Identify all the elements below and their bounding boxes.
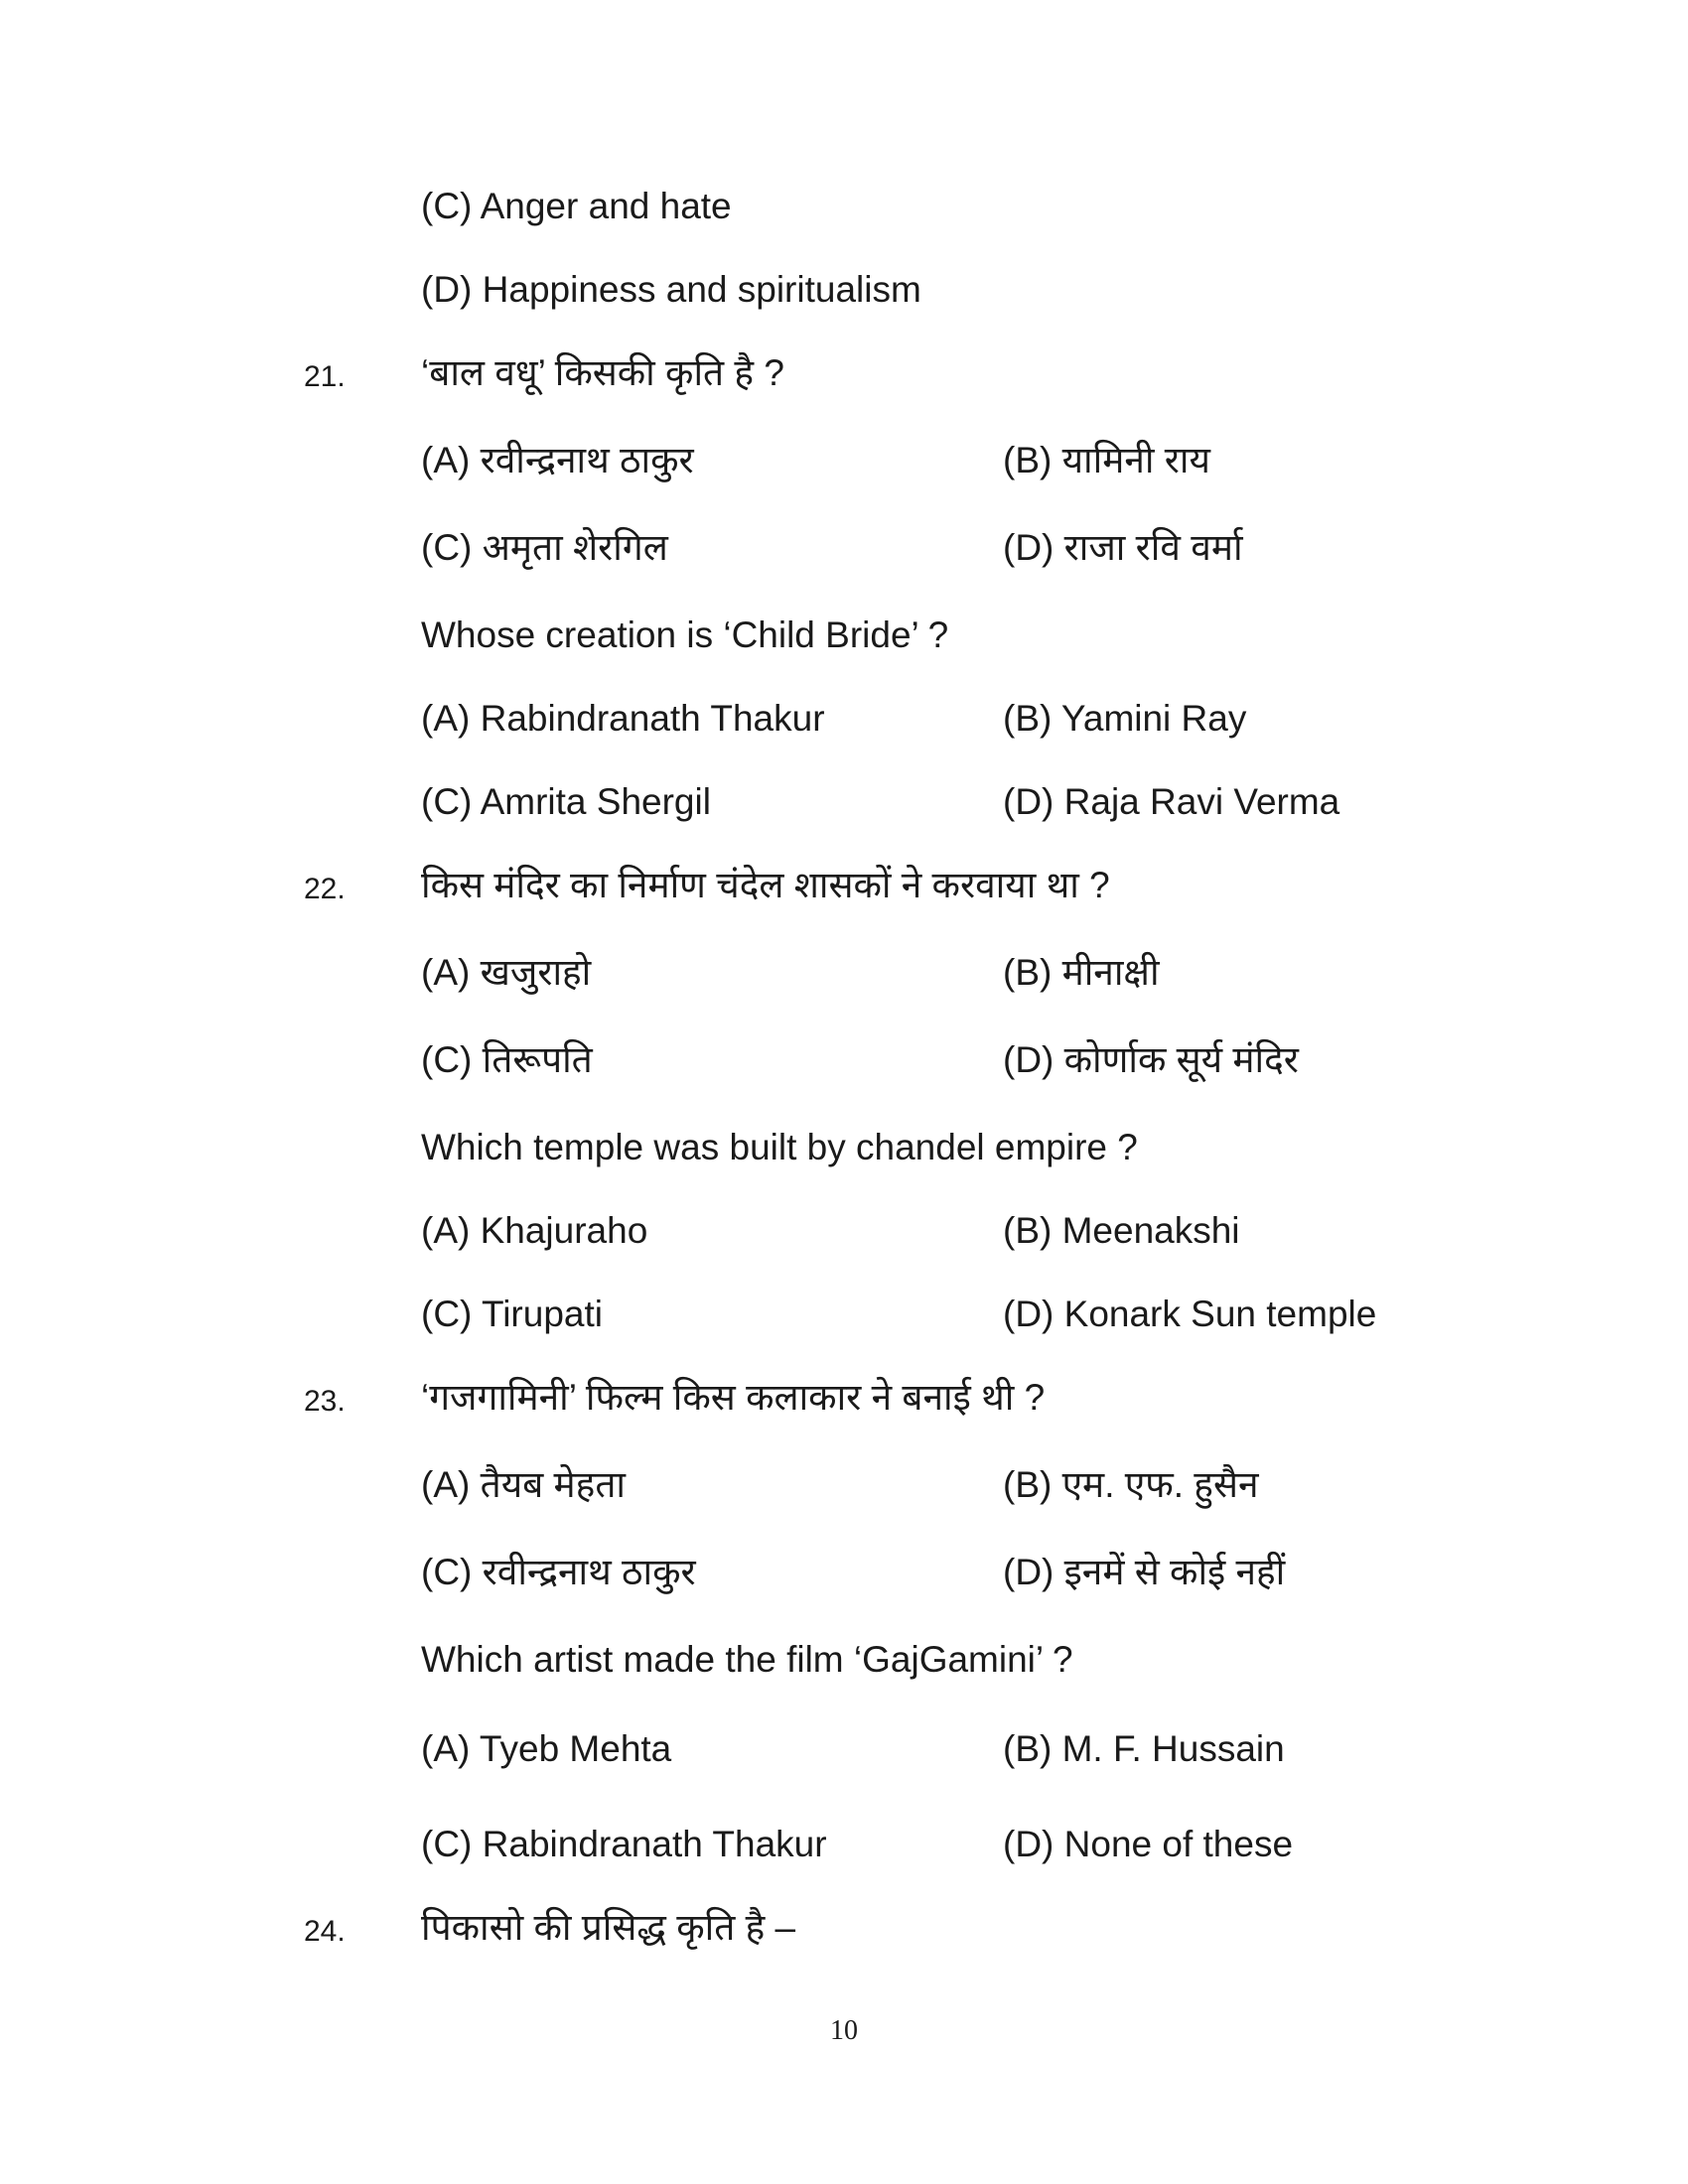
option-d-english: (D) None of these [1003, 1824, 1294, 1864]
option-b-hindi: (B) एम. एफ. हुसैन [1003, 1464, 1259, 1505]
option-b-hindi: (B) मीनाक्षी [1003, 952, 1160, 993]
option-a-english: (A) Tyeb Mehta [421, 1728, 672, 1769]
question-text-english: Which artist made the film ‘GajGamini’ ? [421, 1639, 1073, 1680]
option-c-english: (C) Rabindranath Thakur [421, 1824, 827, 1864]
option-c-hindi: (C) अमृता शेरगिल [421, 527, 668, 568]
option-a-hindi: (A) रवीन्द्रनाथ ठाकुर [421, 440, 694, 480]
question-text-english: Whose creation is ‘Child Bride’ ? [421, 614, 949, 655]
option-a-english: (A) Khajuraho [421, 1210, 648, 1251]
option-d-english: (D) Raja Ravi Verma [1003, 781, 1340, 822]
option-d-hindi: (D) कोर्णाक सूर्य मंदिर [1003, 1039, 1299, 1080]
question-text-hindi: पिकासो की प्रसिद्ध कृति है – [421, 1907, 796, 1948]
option-d-hindi: (D) इनमें से कोई नहीं [1003, 1552, 1286, 1592]
option-a-hindi: (A) खजुराहो [421, 952, 592, 993]
option-b-english: (B) M. F. Hussain [1003, 1728, 1285, 1769]
question-text-hindi: किस मंदिर का निर्माण चंदेल शासकों ने करवाया था ? [421, 865, 1110, 905]
option-d-hindi: (D) राजा रवि वर्मा [1003, 527, 1243, 568]
option-b-hindi: (B) यामिनी राय [1003, 440, 1210, 480]
question-number: 24. [304, 1915, 346, 1948]
option-d: (D) Happiness and spiritualism [421, 269, 921, 310]
question-text-english: Which temple was built by chandel empire ? [421, 1127, 1138, 1167]
option-a-hindi: (A) तैयब मेहता [421, 1464, 627, 1505]
option-c-hindi: (C) तिरूपति [421, 1039, 593, 1080]
option-d-english: (D) Konark Sun temple [1003, 1294, 1377, 1334]
option-a-english: (A) Rabindranath Thakur [421, 698, 825, 739]
option-b-english: (B) Meenakshi [1003, 1210, 1240, 1251]
question-text-hindi: ‘गजगामिनी’ फिल्म किस कलाकार ने बनाई थी ? [421, 1377, 1046, 1418]
question-number: 21. [304, 360, 346, 393]
page-number: 10 [830, 2015, 858, 2046]
option-c-english: (C) Amrita Shergil [421, 781, 711, 822]
question-number: 23. [304, 1385, 346, 1418]
question-number: 22. [304, 873, 346, 905]
option-b-english: (B) Yamini Ray [1003, 698, 1247, 739]
option-c-english: (C) Tirupati [421, 1294, 603, 1334]
option-c: (C) Anger and hate [421, 186, 732, 226]
question-text-hindi: ‘बाल वधू’ किसकी कृति है ? [421, 352, 784, 393]
option-c-hindi: (C) रवीन्द्रनाथ ठाकुर [421, 1552, 696, 1592]
